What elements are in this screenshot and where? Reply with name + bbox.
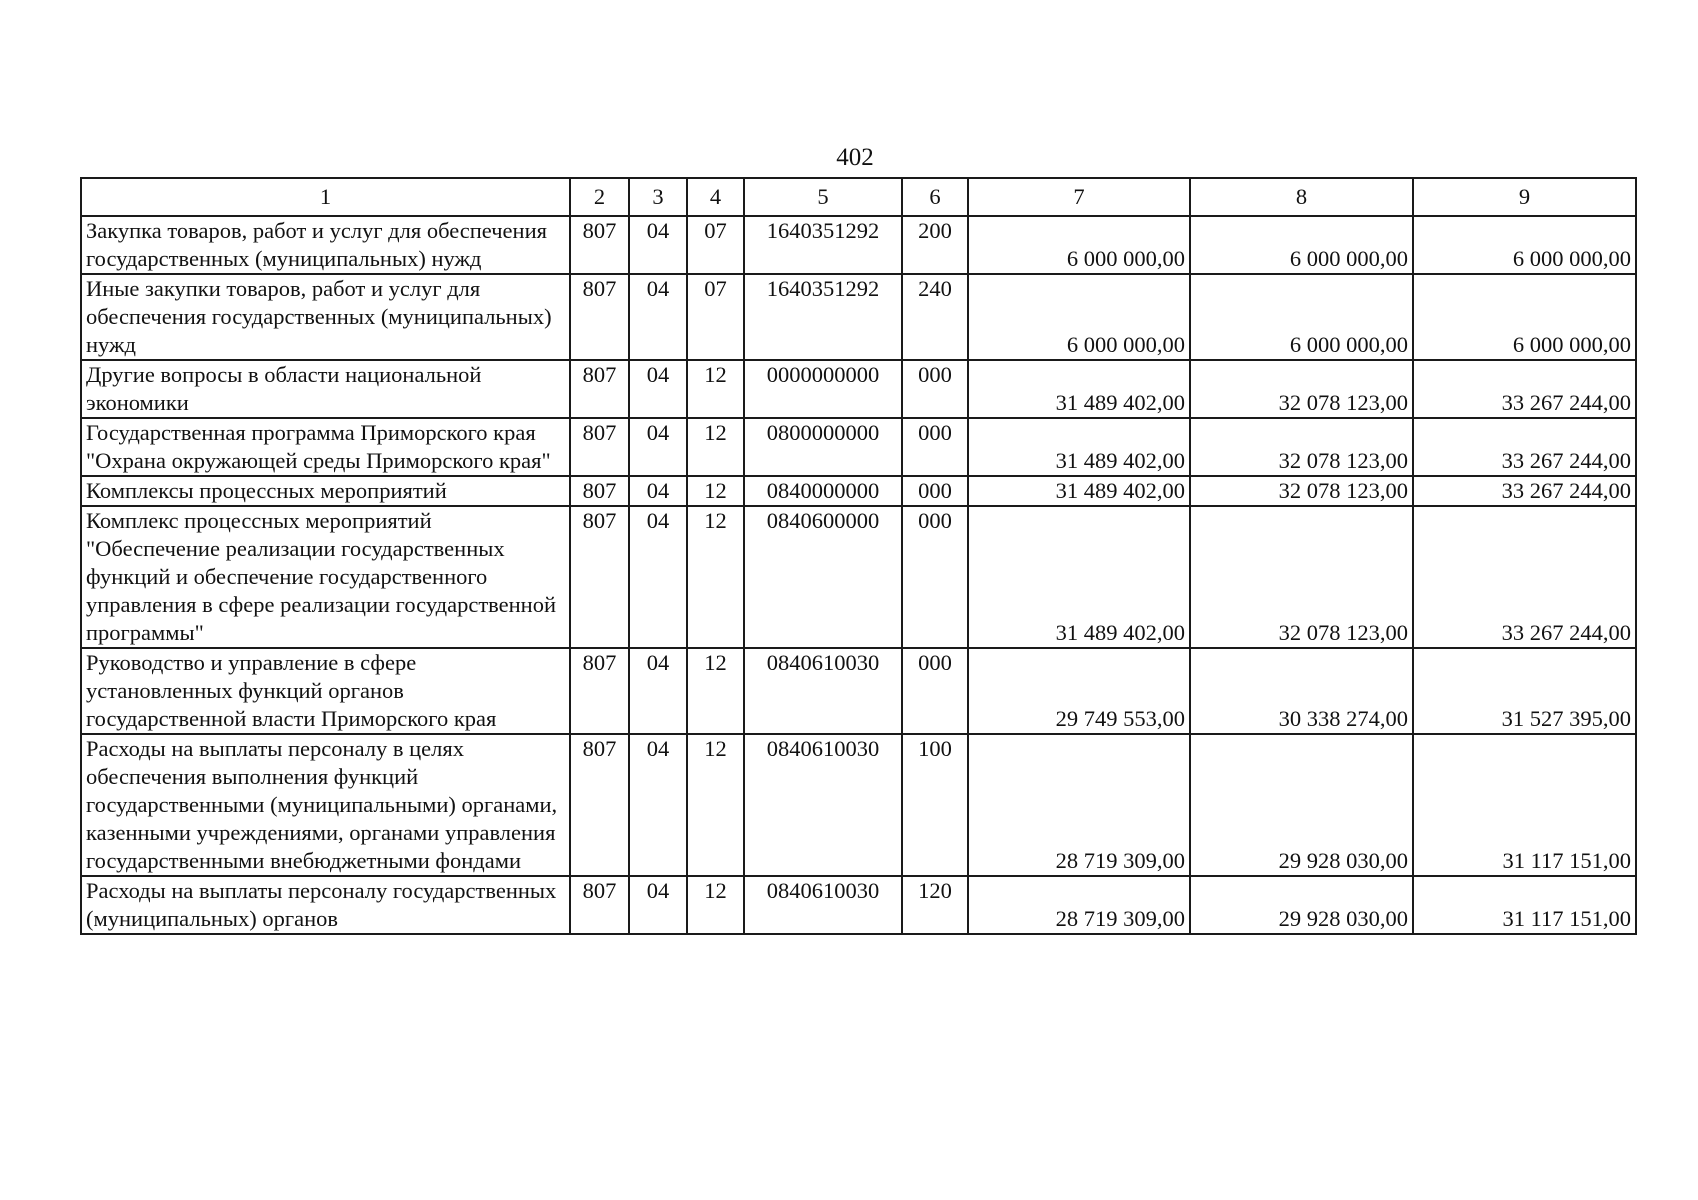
table-row [81,274,1636,360]
table-row [81,216,1636,274]
expense-name: Расходы на выплаты персоналу в целях обеспечения выполнения функций государственными (муниципальными) органами, казенными учреждениями, органами управления государственными внебюджетными фондами [81,734,570,876]
table-row [81,734,1636,876]
amount-col7: 6 000 000,00 [968,274,1190,360]
table-row [81,506,1636,648]
section-code: 04 [629,734,687,876]
target-item-code: 0840610030 [744,648,902,734]
expense-type-code: 000 [902,418,968,476]
subsection-code: 07 [687,274,744,360]
table-row [81,360,1636,418]
amount-col9: 31 117 151,00 [1413,734,1636,876]
column-header-4: 4 [687,178,744,216]
amount-col9: 31 527 395,00 [1413,648,1636,734]
amount-col7: 31 489 402,00 [968,360,1190,418]
department-code: 807 [570,506,629,648]
amount-col8: 32 078 123,00 [1190,476,1413,506]
amount-col7: 28 719 309,00 [968,734,1190,876]
department-code: 807 [570,216,629,274]
expense-type-code: 000 [902,360,968,418]
department-code: 807 [570,648,629,734]
amount-col7: 28 719 309,00 [968,876,1190,934]
expense-name: Руководство и управление в сфере установленных функций органов государственной власти Приморского края [81,648,570,734]
amount-col8: 6 000 000,00 [1190,274,1413,360]
expense-name: Расходы на выплаты персоналу государственных (муниципальных) органов [81,876,570,934]
expense-name: Другие вопросы в области национальной экономики [81,360,570,418]
column-header-5: 5 [744,178,902,216]
amount-col8: 32 078 123,00 [1190,506,1413,648]
column-header-8: 8 [1190,178,1413,216]
department-code: 807 [570,274,629,360]
section-code: 04 [629,418,687,476]
amount-col8: 32 078 123,00 [1190,418,1413,476]
amount-col7: 31 489 402,00 [968,506,1190,648]
budget-table [80,177,1637,935]
expense-type-code: 240 [902,274,968,360]
subsection-code: 12 [687,876,744,934]
department-code: 807 [570,876,629,934]
subsection-code: 12 [687,648,744,734]
column-header-6: 6 [902,178,968,216]
table-row [81,648,1636,734]
amount-col7: 31 489 402,00 [968,418,1190,476]
subsection-code: 12 [687,476,744,506]
subsection-code: 12 [687,506,744,648]
section-code: 04 [629,274,687,360]
amount-col9: 31 117 151,00 [1413,876,1636,934]
amount-col9: 33 267 244,00 [1413,418,1636,476]
target-item-code: 0840610030 [744,734,902,876]
amount-col9: 33 267 244,00 [1413,360,1636,418]
department-code: 807 [570,360,629,418]
table-row [81,476,1636,506]
department-code: 807 [570,476,629,506]
expense-type-code: 000 [902,506,968,648]
section-code: 04 [629,476,687,506]
target-item-code: 0840600000 [744,506,902,648]
target-item-code: 1640351292 [744,216,902,274]
subsection-code: 12 [687,418,744,476]
subsection-code: 07 [687,216,744,274]
column-header-1: 1 [81,178,570,216]
table-row [81,418,1636,476]
amount-col8: 29 928 030,00 [1190,734,1413,876]
expense-name: Комплексы процессных мероприятий [81,476,570,506]
target-item-code: 1640351292 [744,274,902,360]
amount-col9: 6 000 000,00 [1413,274,1636,360]
section-code: 04 [629,360,687,418]
subsection-code: 12 [687,734,744,876]
target-item-code: 0840610030 [744,876,902,934]
expense-name: Комплекс процессных мероприятий "Обеспечение реализации государственных функций и обеспечение государственного управления в сфере реализации государственной программы" [81,506,570,648]
column-header-9: 9 [1413,178,1636,216]
expense-name: Государственная программа Приморского края "Охрана окружающей среды Приморского края" [81,418,570,476]
amount-col8: 6 000 000,00 [1190,216,1413,274]
expense-name: Иные закупки товаров, работ и услуг для обеспечения государственных (муниципальных) нужд [81,274,570,360]
expense-type-code: 200 [902,216,968,274]
column-header-3: 3 [629,178,687,216]
target-item-code: 0800000000 [744,418,902,476]
subsection-code: 12 [687,360,744,418]
expense-name: Закупка товаров, работ и услуг для обеспечения государственных (муниципальных) нужд [81,216,570,274]
department-code: 807 [570,734,629,876]
section-code: 04 [629,506,687,648]
target-item-code: 0000000000 [744,360,902,418]
amount-col8: 32 078 123,00 [1190,360,1413,418]
column-number-row [81,178,1636,216]
amount-col9: 6 000 000,00 [1413,216,1636,274]
amount-col9: 33 267 244,00 [1413,476,1636,506]
column-header-7: 7 [968,178,1190,216]
expense-type-code: 120 [902,876,968,934]
page-number: 402 [836,144,874,171]
amount-col8: 29 928 030,00 [1190,876,1413,934]
section-code: 04 [629,216,687,274]
target-item-code: 0840000000 [744,476,902,506]
amount-col7: 31 489 402,00 [968,476,1190,506]
expense-type-code: 000 [902,648,968,734]
section-code: 04 [629,648,687,734]
department-code: 807 [570,418,629,476]
amount-col7: 6 000 000,00 [968,216,1190,274]
amount-col9: 33 267 244,00 [1413,506,1636,648]
expense-type-code: 100 [902,734,968,876]
table-row [81,876,1636,934]
section-code: 04 [629,876,687,934]
expense-type-code: 000 [902,476,968,506]
column-header-2: 2 [570,178,629,216]
amount-col8: 30 338 274,00 [1190,648,1413,734]
amount-col7: 29 749 553,00 [968,648,1190,734]
